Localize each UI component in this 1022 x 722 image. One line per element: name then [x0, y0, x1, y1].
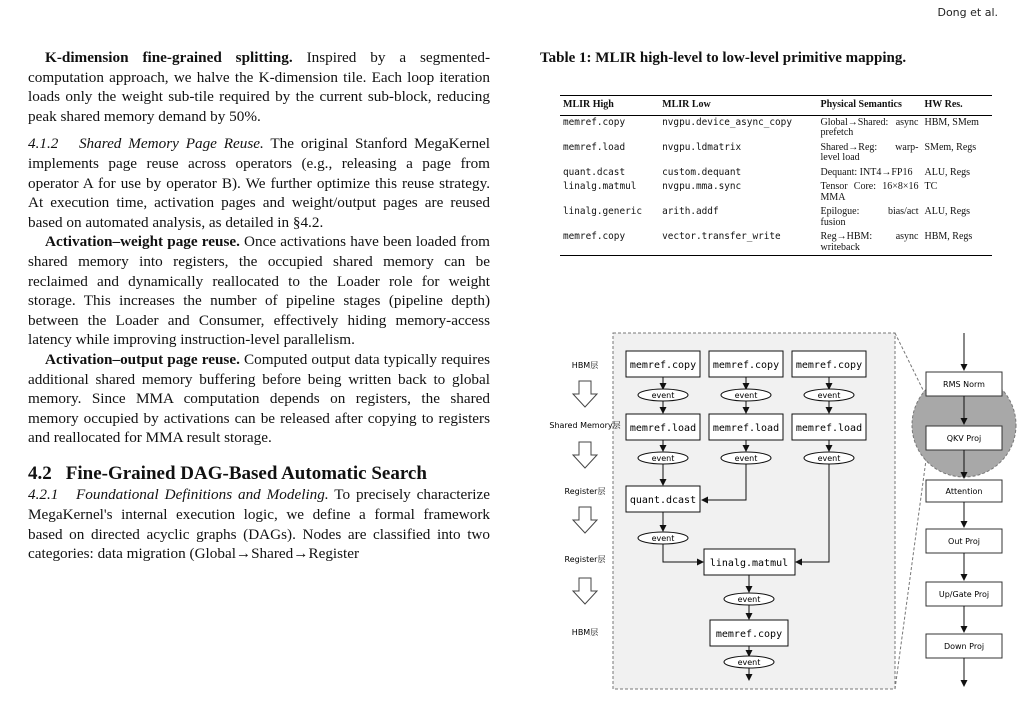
event-label: event [651, 534, 675, 543]
event-label: event [651, 454, 675, 463]
cell-semantics: Shared→Reg: warp-level load [820, 141, 919, 163]
cell-semantics: Global→Shared: async prefetch [820, 116, 919, 138]
paragraph-text: Inspired by a segmented-computation approach, we halve the K-dimension tile. Each loop iteration loads only the weight sub-tile required by the current sub-block, reducing peak shared memory demand by 50%. [28, 49, 491, 125]
hollow-down-arrow [573, 381, 597, 407]
cell-high: linalg.matmul [563, 181, 637, 192]
paragraph-lead: Activation–weight page reuse. [45, 233, 240, 251]
table-caption: Table 1: MLIR high-level to low-level primitive mapping. [540, 50, 907, 66]
level-label: Register层 [564, 555, 606, 564]
paragraph-lead: Activation–output page reuse. [45, 350, 240, 368]
header-mlir-high: MLIR High [560, 96, 659, 116]
event-label: event [734, 391, 758, 400]
event-label: event [737, 595, 761, 604]
cell-semantics: Epilogue: bias/act fusion [820, 206, 919, 228]
paragraph-text: To precisely characterize MegaKernel's internal execution logic, we define a formal framework based on directed acyclic graphs (DAGs). Nodes are classified into two categories: data migration (Global→Shared→Register [28, 486, 490, 563]
hollow-down-arrow [573, 442, 597, 468]
cell-low: vector.transfer_write [659, 230, 817, 256]
paragraph-lead: K-dimension fine-grained splitting. [45, 49, 293, 66]
zoom-line-top [895, 333, 926, 396]
cell-low: arith.addf [662, 206, 719, 217]
node-label: memref.load [712, 423, 780, 434]
cell-high: linalg.generic [563, 206, 643, 217]
header-physical-semantics: Physical Semantics [818, 96, 922, 116]
node-label: memref.copy [795, 360, 863, 371]
subsection-title: Shared Memory Page Reuse. [78, 135, 264, 153]
pipeline-label: RMS Norm [943, 380, 985, 389]
subsection-title: Foundational Definitions and Modeling. [76, 486, 329, 504]
node-label: memref.copy [629, 360, 697, 371]
event-label: event [737, 658, 761, 667]
cell-semantics: Dequant: INT4→FP16 [820, 166, 913, 178]
node-label: memref.copy [712, 360, 780, 371]
subsection-number: 4.2.1 [28, 486, 59, 504]
pipeline-label: Down Proj [943, 642, 985, 651]
cell-hw: HBM, Regs [922, 230, 993, 256]
pipeline-label: Out Proj [948, 537, 980, 546]
paragraph-text: The original Stanford MegaKernel implements page reuse across operators (e.g., releasing a page from operator A for use by operator B). We further optimize this reuse strategy. At execution time, activation pages and weight/output pages are reused based on automated analysis, as detailed in §4.2. [28, 135, 491, 231]
pipeline-label: Up/Gate Proj [938, 590, 990, 599]
header-hw-res: HW Res. [922, 96, 993, 116]
level-label: Register层 [564, 487, 606, 496]
cell-high: memref.copy [563, 116, 626, 128]
event-label: event [734, 454, 758, 463]
cell-hw: ALU, Regs [924, 166, 971, 178]
paragraph-text: Computed output data typically requires additional shared memory buffering before being written back to global memory. Since MMA computation depends on registers, the shared memory occupied by activations can be released after copying to registers and reallocated for MMA result storage. [28, 350, 490, 447]
cell-hw: TC [924, 181, 938, 192]
level-label: HBM层 [571, 361, 599, 370]
level-label: HBM层 [571, 628, 599, 637]
cell-hw: ALU, Regs [924, 206, 971, 217]
cell-semantics: Tensor Core: 16×8×16 MMA [820, 181, 919, 203]
cell-high: memref.copy [560, 230, 659, 256]
paragraph-text: Once activations have been loaded from shared memory into registers, the occupied shared memory can be reclaimed and dynamically reallocated to the Loader role for weight storage. This increases the number of pipeline stages (pipeline depth) between the Loader and Consumer, effectively hiding memory-access latency while improving instruction-level parallelism. [28, 233, 491, 349]
cell-high: memref.load [563, 141, 626, 153]
pipeline-label: Attention [945, 487, 983, 496]
cell-low: custom.dequant [662, 166, 742, 178]
pipeline-label: QKV Proj [946, 434, 982, 443]
node-label: linalg.matmul [709, 558, 789, 569]
hollow-down-arrow [573, 507, 597, 533]
cell-semantics: Reg→HBM: async writeback [818, 230, 922, 256]
zoom-line-bottom [895, 460, 926, 689]
hollow-down-arrow [573, 578, 597, 604]
section-number: 4.2 [28, 462, 52, 484]
cell-hw: SMem, Regs [924, 141, 977, 153]
event-label: event [651, 391, 675, 400]
running-head: Dong et al. [937, 6, 998, 19]
node-label: memref.copy [715, 629, 783, 640]
section-title: Fine-Grained DAG-Based Automatic Search [65, 462, 427, 484]
cell-hw: HBM, SMem [924, 116, 979, 128]
header-mlir-low: MLIR Low [659, 96, 817, 116]
node-label: quant.dcast [629, 495, 697, 506]
level-label: Shared Memory层 [549, 421, 621, 430]
cell-high: quant.dcast [563, 166, 626, 178]
cell-low: nvgpu.device_async_copy [662, 116, 792, 128]
event-label: event [817, 391, 841, 400]
cell-low: nvgpu.ldmatrix [662, 141, 742, 153]
cell-low: nvgpu.mma.sync [662, 181, 742, 192]
subsection-number: 4.1.2 [28, 135, 59, 153]
event-label: event [817, 454, 841, 463]
node-label: memref.load [629, 423, 697, 434]
node-label: memref.load [795, 423, 863, 434]
